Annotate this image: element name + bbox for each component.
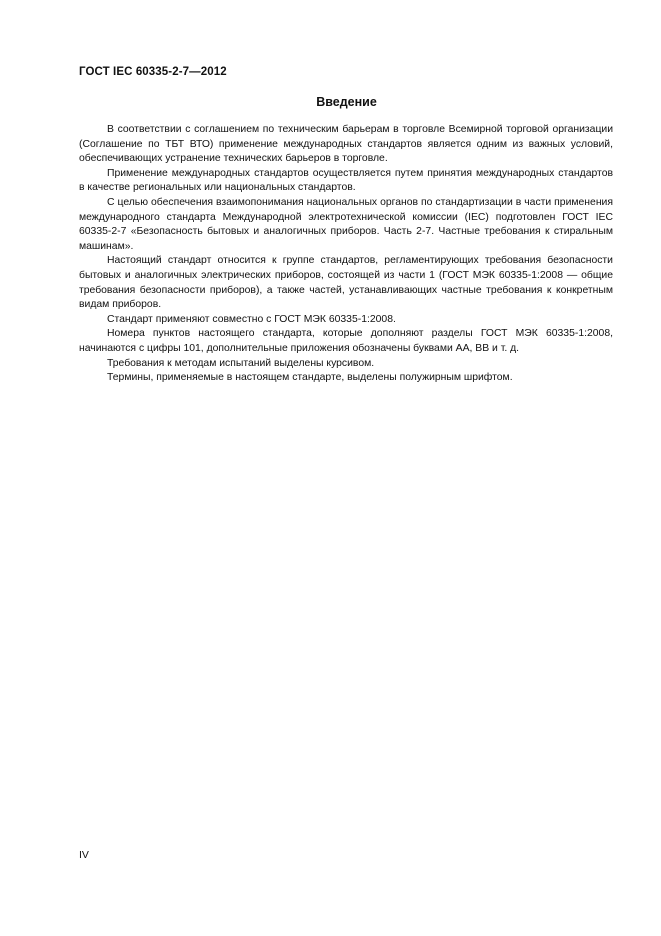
document-header: ГОСТ IEC 60335-2-7—2012 [79, 66, 227, 78]
paragraph-used-together: Стандарт применяют совместно с ГОСТ МЭК 60335-1:2008. [107, 313, 396, 325]
paragraph-test-methods: Требования к методам испытаний выделены курсивом. [107, 357, 375, 369]
paragraph-mutual-understanding: С целью обеспечения взаимопонимания национальных органов по стандартизации в части применения международного стандарта Международной электротехнической комиссии (IEC) подготовлен ГОСТ IEC 60335-2-7 «Безопасность бытовых и аналогичных приборов. Часть 2-7. Частные требования к стиральным машинам». [79, 196, 613, 252]
section-title: Введение [316, 95, 377, 109]
paragraph-terms: Термины, применяемые в настоящем стандарте, выделены полужирным шрифтом. [107, 372, 513, 384]
page-number: IV [79, 849, 89, 861]
paragraph-international-standards: Применение международных стандартов осуществляется путем принятия международных стандартов в качестве региональных или национальных стандартов. [79, 167, 613, 194]
paragraph-clause-numbers: Номера пунктов настоящего стандарта, которые дополняют разделы ГОСТ МЭК 60335-1:2008, начинаются с цифры 101, дополнительные приложения обозначены буквами АА, ВВ и т. д. [79, 328, 613, 354]
body-text [79, 123, 613, 386]
paragraph-standard-group: Настоящий стандарт относится к группе стандартов, регламентирующих требования безопасности бытовых и аналогичных электрических приборов, состоящей из части 1 (ГОСТ МЭК 60335-1:2008 — общие требования безопасности приборов), а также частей, устанавливающих частные требования к конкретным видам приборов. [79, 255, 613, 311]
paragraph-wto-agreement: В соответствии с соглашением по техническим барьерам в торговле Всемирной торговой организации (Соглашение по ТБТ ВТО) применение международных стандартов является одним из важных условий, обеспечивающих устранение технических барьеров в торговле. [79, 124, 613, 165]
